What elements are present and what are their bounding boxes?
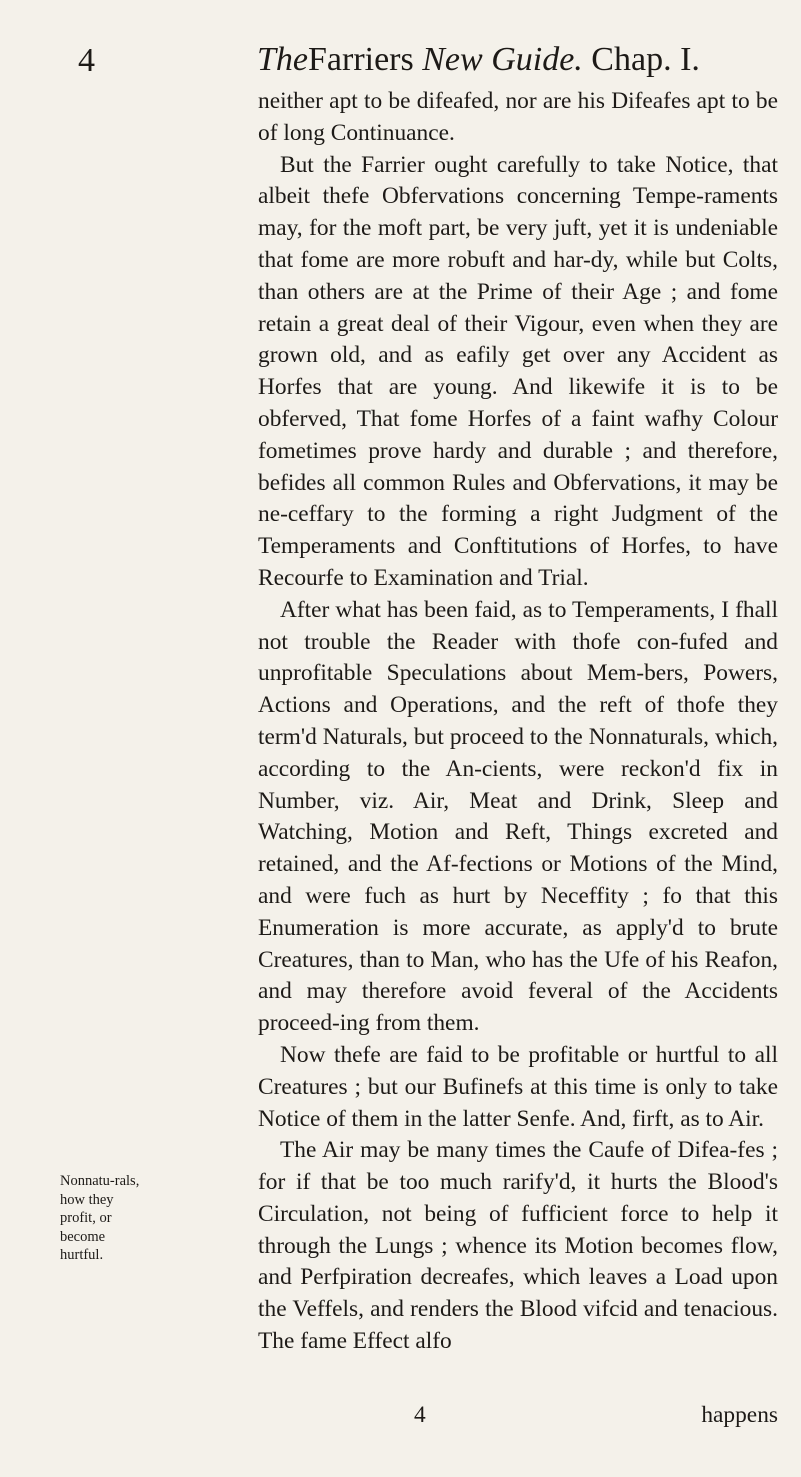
paragraph-air: The Air may be many times the Caufe of Difea-fes ; for if that be too much rarify'd, it hurts the Blood's Circulation, not being of fufficient force to help it through the Lungs ; whence its Motion becomes flow, and Perfpiration decreafes, which leaves a Load upon the Veffels, and renders the Blood vifcid and tenacious. The fame Effect alfo — [258, 1137, 778, 1355]
paragraph-continuation: neither apt to be difeafed, nor are his Difeafes apt to be of long Continuance. — [258, 88, 778, 146]
paragraph-profitable-hurtful: Now thefe are faid to be profitable or hurtful to all Creatures ; but our Bufinefs at this time is only to take Notice of them in the latter Senfe. And, firft, as to Air. — [258, 1041, 778, 1132]
body-text — [258, 86, 778, 1358]
catchline — [258, 1400, 778, 1432]
title-new-guide: New Guide. — [422, 41, 583, 78]
paragraph-temperaments-notice: But the Farrier ought carefully to take Notice, that albeit thefe Obfervations concerning Tempe-raments may, for the moft part, be very juft, yet it is undeniable that fome are more robuft and har-dy, while but Colts, than others are at the Prime of their Age ; and fome retain a great deal of their Vigour, even when they are grown old, and as eafily get over any Accident as Horfes that are young. And likewife it is to be obferved, That fome Horfes of a faint wafhy Colour fometimes prove hardy and durable ; and therefore, befides all common Rules and Obfervations, it may be ne-ceffary to the forming a right Judgment of the Temperaments and Conftitutions of Horfes, to have Recourfe to Examination and Trial. — [258, 151, 778, 591]
catchword: happens — [701, 1402, 778, 1428]
signature-mark: 4 — [414, 1402, 426, 1428]
paragraph-nonnaturals: After what has been faid, as to Temperaments, I fhall not trouble the Reader with thofe con-fufed and unprofitable Speculations about Mem-bers, Powers, Actions and Operations, and the reft of thofe they term'd Naturals, but proceed to the Nonnaturals, which, according to the An-cients, were reckon'd fix in Number, viz. Air, Meat and Drink, Sleep and Watching, Motion and Reft, Things excreted and retained, and the Af-fections or Motions of the Mind, and were fuch as hurt by Neceffity ; fo that this Enumeration is more accurate, as apply'd to brute Creatures, than to Man, who has the Ufe of his Reafon, and may therefore avoid feveral of the Accidents proceed-ing from them. — [258, 596, 778, 1037]
title-farriers: Farriers — [308, 41, 414, 78]
chapter-label: Chap. I. — [591, 41, 700, 78]
title-prefix: The — [257, 41, 308, 78]
page-number: 4 — [78, 42, 95, 79]
margin-note: Nonnatu-rals, how they profit, or become hurtful. — [60, 1173, 140, 1263]
running-head — [257, 42, 700, 78]
